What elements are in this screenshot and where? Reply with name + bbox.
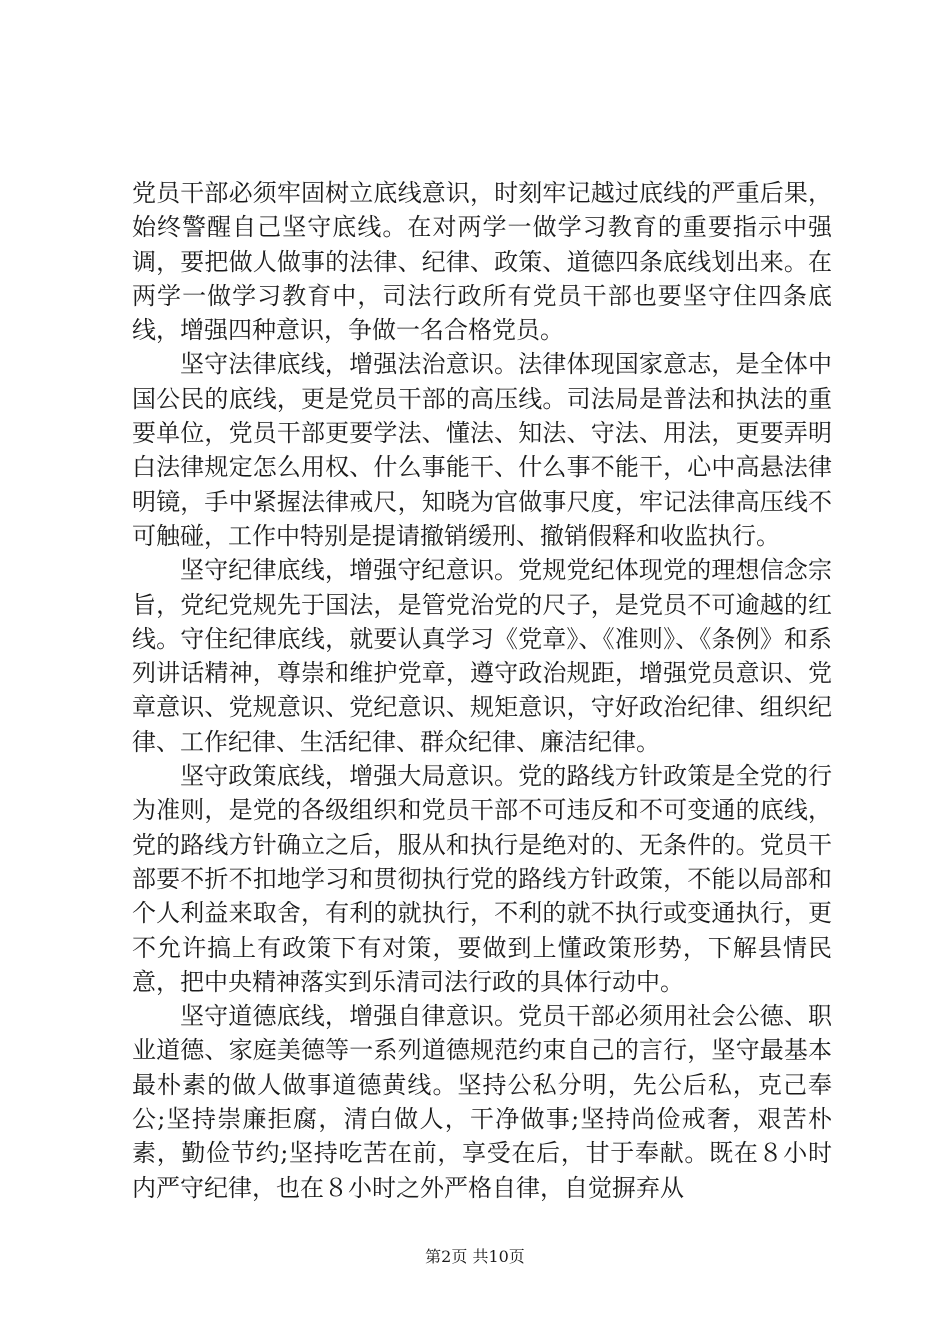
paragraph-legal-bottom-line: 坚守法律底线，增强法治意识。法律体现国家意志，是全体中国公民的底线，更是党员干部的高压线。司法局是普法和执法的重要单位，党员干部更要学法、懂法、知法、守法、用法，更要弄明白法律规定怎么用权、什么事能干、什么事不能干，心中高悬法律明镜，手中紧握法律戒尺，知晓为官做事尺度，牢记法律高压线不可触碰，工作中特别是提请撤销缓刑、撤销假释和收监执行。	[132, 350, 832, 550]
paragraph-moral-bottom-line: 坚守道德底线，增强自律意识。党员干部必须用社会公德、职业道德、家庭美德等一系列道德规范约束自己的言行，坚守最基本最朴素的做人做事道德黄线。坚持公私分明，先公后私，克己奉公;坚持崇廉拒腐，清白做人，干净做事;坚持尚俭戒奢，艰苦朴素，勤俭节约;坚持吃苦在前，享受在后，甘于奉献。既在８小时内严守纪律，也在８小时之外严格自律，自觉摒弃从	[132, 1002, 832, 1202]
document-body	[132, 176, 832, 1205]
paragraph-intro: 党员干部必须牢固树立底线意识，时刻牢记越过底线的严重后果，始终警醒自己坚守底线。在对两学一做学习教育的重要指示中强调，要把做人做事的法律、纪律、政策、道德四条底线划出来。在两学一做学习教育中，司法行政所有党员干部也要坚守住四条底线，增强四种意识，争做一名合格党员。	[132, 179, 832, 345]
paragraph-discipline-bottom-line: 坚守纪律底线，增强守纪意识。党规党纪体现党的理想信念宗旨，党纪党规先于国法，是管党治党的尺子，是党员不可逾越的红线。守住纪律底线，就要认真学习《党章》、《准则》、《条例》和系列讲话精神，尊崇和维护党章，遵守政治规距，增强党员意识、党章意识、党规意识、党纪意识、规矩意识，守好政治纪律、组织纪律、工作纪律、生活纪律、群众纪律、廉洁纪律。	[132, 556, 832, 756]
page-number-footer: 第2页 共10页	[425, 1247, 525, 1266]
paragraph-policy-bottom-line: 坚守政策底线，增强大局意识。党的路线方针政策是全党的行为准则，是党的各级组织和党员干部不可违反和不可变通的底线，党的路线方针确立之后，服从和执行是绝对的、无条件的。党员干部要不折不扣地学习和贯彻执行党的路线方针政策，不能以局部和个人利益来取舍，有利的就执行，不利的就不执行或变通执行，更不允许搞上有政策下有对策，要做到上懂政策形势，下解县情民意，把中央精神落实到乐清司法行政的具体行动中。	[132, 762, 832, 996]
